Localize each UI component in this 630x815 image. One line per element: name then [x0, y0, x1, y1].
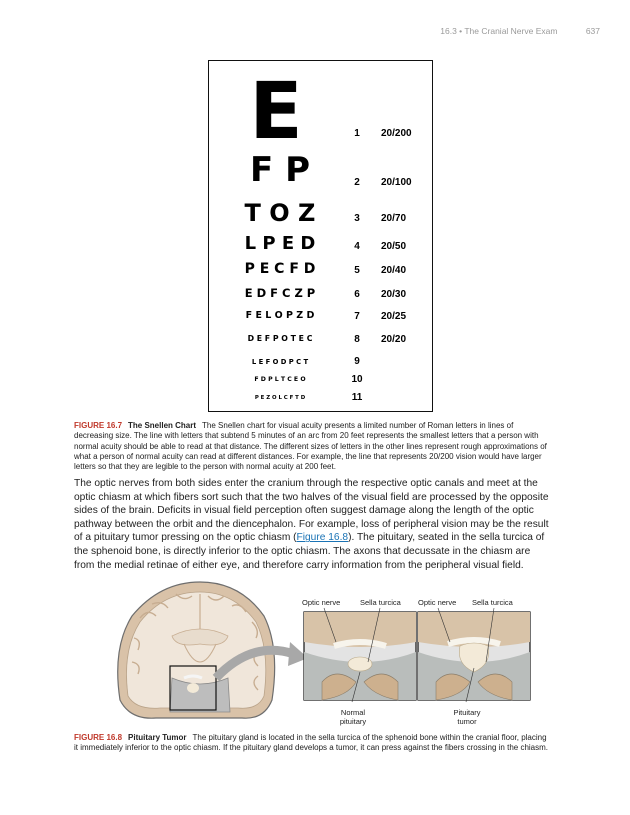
chart-line-number: 2 [354, 177, 360, 188]
figure-label: FIGURE 16.7 [74, 421, 123, 430]
page-number: 637 [585, 26, 600, 36]
inset-tumor [418, 608, 530, 702]
label-tumor-line2: tumor [457, 717, 477, 726]
chart-letters: F D P L T C E O [254, 376, 306, 383]
figure-16-7-caption [74, 421, 552, 472]
chart-letters: E D F C Z P [244, 286, 316, 300]
label-normal-line2: pituitary [339, 717, 367, 726]
chart-letters: F E L O P Z D [245, 310, 315, 321]
body-paragraph [74, 477, 552, 572]
chart-acuity: 20/200 [381, 128, 412, 139]
chart-acuity: 20/100 [381, 177, 412, 188]
chart-line-number: 6 [354, 289, 360, 300]
chart-line-number: 5 [354, 265, 360, 276]
chart-letters: L E F O D P C T [251, 358, 309, 366]
chart-acuity: 20/30 [381, 289, 407, 300]
figure-title: The Snellen Chart [128, 421, 197, 430]
inset-normal [304, 608, 416, 702]
body-text-part2: ). The pituitary, seated in the sella turcica of the sphenoid bone, is directly inferior to the optic chiasm. The axons that decussate in the chiasm are from the medial retinae of either eye, and therefore carry information from the peripheral visual field. [74, 532, 545, 571]
label-sella-turcica-left: Sella turcica [360, 598, 401, 607]
chart-acuity: 20/25 [381, 311, 407, 322]
label-normal-line1: Normal [340, 708, 366, 717]
chart-line-number: 9 [354, 356, 360, 367]
label-optic-nerve-left: Optic nerve [302, 598, 341, 607]
figure-title: Pituitary Tumor [128, 733, 187, 742]
running-head [0, 26, 600, 36]
chart-acuity: 20/70 [381, 213, 407, 224]
snellen-chart [208, 60, 433, 412]
chart-letters: T O Z [244, 199, 316, 227]
figure-label: FIGURE 16.8 [74, 733, 123, 742]
chart-line-number: 3 [354, 213, 360, 224]
chart-letters: E [249, 67, 303, 157]
figure-caption-text: The Snellen chart for visual acuity presents a limited number of Roman letters in lines of decreasing size. The line with letters that subtend 5 minutes of an arc from 20 feet represents the smallest letters that a person with normal acuity should be able to read at that distance. The different sizes of letters in the other lines represent rough approximations of what a person of normal acuity can read at different distances. For example, the line that represents 20/200 vision would have larger letters so that they are legible to the person with normal acuity at 200 feet. [74, 421, 547, 472]
chart-letters: F P [250, 150, 310, 190]
chart-acuity: 20/20 [381, 334, 407, 345]
chart-line-number: 4 [354, 241, 360, 252]
chart-acuity: 20/40 [381, 265, 407, 276]
figure-caption-text: The pituitary gland is located in the sella turcica of the sphenoid bone within the cranial floor, placing it immediately inferior to the optic chiasm. If the pituitary gland develops a tumor, it can press against the fibers crossing in the chiasm. [74, 733, 549, 753]
chart-letters: P E C F D [244, 261, 316, 277]
figure-16-8-illustration [112, 578, 532, 730]
figure-16-8-caption [74, 733, 552, 754]
chart-letters: P E Z O L C F T D [254, 395, 306, 401]
chart-line-number: 11 [351, 392, 363, 403]
chart-line-number: 8 [354, 334, 360, 345]
body-text-part1: The optic nerves from both sides enter the cranium through the respective optic canals and meet at the optic chiasm at which fibers sort such that the two halves of the visual field are processed by the opposite sides of the brain. Deficits in visual field perception often suggest damage along the length of the optic pathway between the orbit and the diencephalon. For example, loss of peripheral vision may be the result of a pituitary tumor pressing on the optic chiasm ( [74, 478, 549, 544]
label-tumor-line1: Pituitary [453, 708, 481, 717]
chart-line-number: 10 [351, 374, 363, 385]
label-sella-turcica-right: Sella turcica [472, 598, 513, 607]
chart-line-number: 7 [354, 311, 360, 322]
section-title: 16.3 • The Cranial Nerve Exam [440, 26, 558, 36]
chart-line-number: 1 [354, 128, 360, 139]
chart-letters: D E F P O T E C [247, 334, 313, 343]
chart-letters: L P E D [244, 233, 316, 254]
chart-acuity: 20/50 [381, 241, 407, 252]
label-optic-nerve-right: Optic nerve [418, 598, 457, 607]
label-normal-pituitary [334, 708, 372, 726]
label-pituitary-tumor [448, 708, 486, 726]
figure-16-8-link[interactable]: Figure 16.8 [296, 532, 349, 544]
